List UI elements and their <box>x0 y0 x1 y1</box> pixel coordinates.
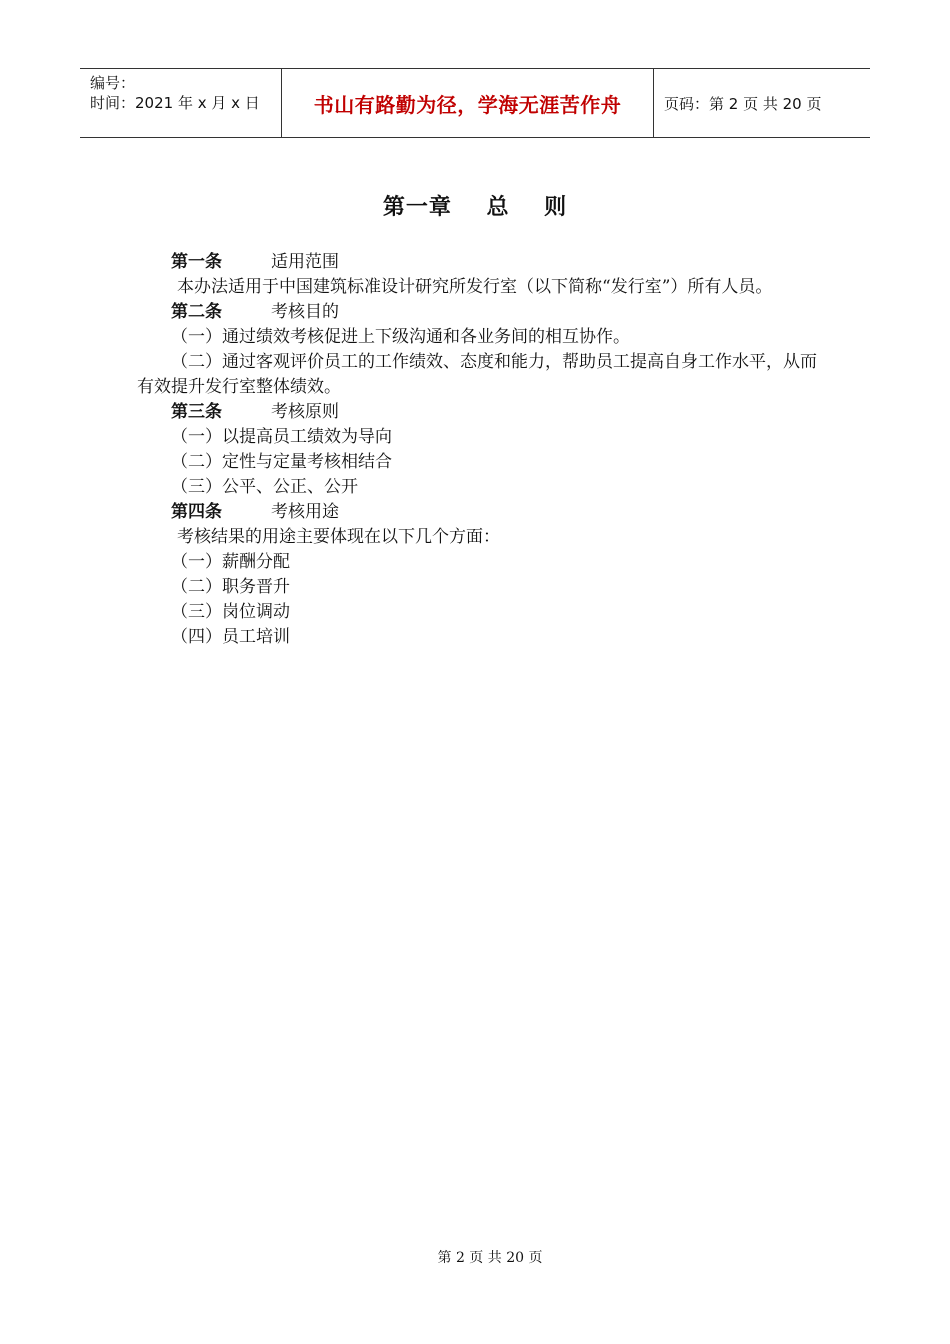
article-title: 考核目的 <box>271 302 339 322</box>
number-label: 编号： <box>90 74 136 92</box>
list-item: （三）岗位调动 <box>171 602 290 622</box>
article-title: 适用范围 <box>271 252 339 272</box>
list-item: （二）通过客观评价员工的工作绩效、态度和能力，帮助员工提高自身工作水平，从而有效提升发行室整体绩效。 <box>137 352 817 397</box>
list-item: （一）以提高员工绩效为导向 <box>171 427 392 447</box>
time-label: 时间：2021 年 x 月 x 日 <box>90 94 260 112</box>
article-number: 第三条 <box>171 402 222 422</box>
page-header <box>80 68 870 138</box>
list-item: （三）公平、公正、公开 <box>171 477 358 497</box>
article-heading <box>137 500 827 525</box>
list-item: （一）薪酬分配 <box>171 552 290 572</box>
article-heading <box>137 300 827 325</box>
header-page-code-cell <box>654 69 870 137</box>
header-motto: 书山有路勤为径，学海无涯苦作舟 <box>313 92 622 117</box>
article-intro: 考核结果的用途主要体现在以下几个方面： <box>177 527 500 547</box>
article-heading <box>137 400 827 425</box>
article-number: 第一条 <box>171 252 222 272</box>
header-info <box>80 69 282 137</box>
header-motto-cell <box>282 69 654 137</box>
article-title: 考核用途 <box>271 502 339 522</box>
chapter-title: 第一章 总 则 <box>382 195 568 220</box>
document-body <box>137 250 827 650</box>
article-number: 第二条 <box>171 302 222 322</box>
header-page-code: 页码：第 2 页 共 20 页 <box>664 94 822 113</box>
article-number: 第四条 <box>171 502 222 522</box>
article-title: 考核原则 <box>271 402 339 422</box>
article-paragraph: 本办法适用于中国建筑标准设计研究所发行室（以下简称“发行室”）所有人员。 <box>177 277 773 297</box>
page-footer: 第 2 页 共 20 页 <box>437 1250 543 1266</box>
list-item: （四）员工培训 <box>171 627 290 647</box>
list-item: （二）职务晋升 <box>171 577 290 597</box>
article-heading <box>137 250 827 275</box>
list-item: （二）定性与定量考核相结合 <box>171 452 392 472</box>
list-item: （一）通过绩效考核促进上下级沟通和各业务间的相互协作。 <box>171 327 630 347</box>
